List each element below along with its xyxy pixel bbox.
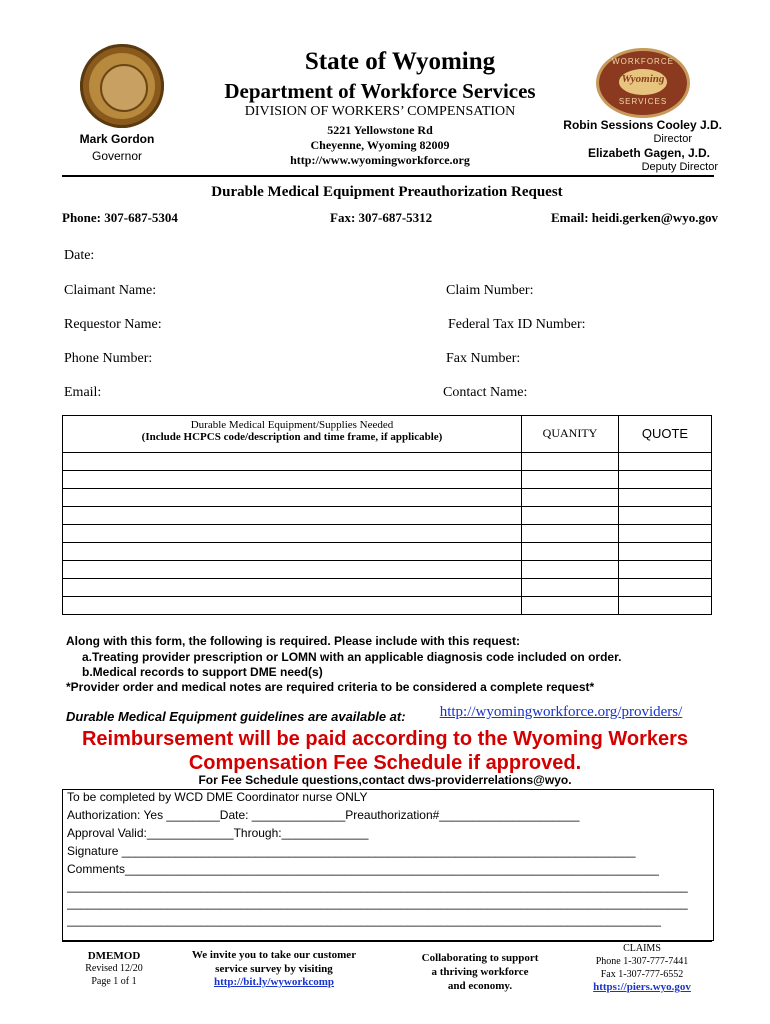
comments-line[interactable]: _________________________________________________________________________________________ — [67, 913, 661, 927]
requestor-name-field[interactable]: Requestor Name: — [64, 317, 162, 332]
description-header: Durable Medical Equipment/Supplies Needed (Include HCPCS code/description and time frame, if applicable) — [63, 416, 522, 453]
requirement-note: *Provider order and medical notes are required criteria to be considered a complete request* — [66, 680, 595, 694]
governor-title: Governor — [91, 149, 143, 163]
guidelines-label: Durable Medical Equipment guidelines are available at: — [66, 709, 406, 724]
director-name: Robin Sessions Cooley J.D. — [563, 118, 722, 132]
header-divider — [62, 175, 714, 177]
claimant-name-field[interactable]: Claimant Name: — [64, 283, 157, 298]
comments-line[interactable]: _____________________________________________________________________________________________ — [67, 879, 688, 893]
approval-valid-field[interactable]: Approval Valid:_____________Through:_____________ — [67, 826, 369, 840]
table-row[interactable] — [63, 453, 712, 471]
collab-line1: Collaborating to support — [421, 952, 539, 964]
collab-line2: a thriving workforce — [431, 966, 529, 978]
claims-title: CLAIMS — [623, 943, 661, 954]
reimbursement-line1: Reimbursement will be paid according to the Wyoming Workers — [81, 728, 689, 750]
deputy-title: Deputy Director — [641, 161, 718, 173]
table-row[interactable] — [63, 489, 712, 507]
wcd-heading: To be completed by WCD DME Coordinator nurse ONLY — [67, 790, 368, 804]
revised-date: Revised 12/20 — [85, 963, 143, 974]
fax-number-field[interactable]: Fax Number: — [446, 351, 521, 366]
authorization-field[interactable]: Authorization: Yes ________Date: ______________Preauthorization#_____________________ — [67, 808, 580, 822]
survey-link[interactable]: http://bit.ly/wyworkcomp — [213, 976, 335, 988]
deputy-name: Elizabeth Gagen, J.D. — [587, 146, 710, 160]
guidelines-link[interactable]: http://wyomingworkforce.org/providers/ — [439, 704, 683, 720]
email-field[interactable]: Email: — [64, 385, 102, 400]
comments-field[interactable]: Comments________________________________________________________________________________ — [67, 862, 659, 876]
form-title: Durable Medical Equipment Preauthorization Request — [211, 184, 563, 200]
email-contact: Email: heidi.gerken@wyo.gov — [550, 210, 718, 225]
requirement-b: b.Medical records to support DME need(s) — [82, 665, 323, 679]
survey-line1: We invite you to take our customer — [191, 949, 357, 961]
table-header-row — [63, 416, 712, 453]
dme-table — [62, 415, 712, 615]
footer-divider — [62, 941, 712, 942]
collab-line3: and economy. — [447, 980, 513, 992]
signature-field[interactable]: Signature _____________________________________________________________________________ — [67, 844, 636, 858]
workforce-services-logo: WORKFORCE Wyoming SERVICES — [596, 48, 690, 118]
department-title: Department of Workforce Services — [224, 79, 536, 103]
fax-contact: Fax: 307-687-5312 — [330, 210, 433, 225]
table-row[interactable] — [63, 507, 712, 525]
address-line2: Cheyenne, Wyoming 82009 — [310, 138, 450, 152]
table-row[interactable] — [63, 543, 712, 561]
table-row[interactable] — [63, 597, 712, 615]
governor-name: Mark Gordon — [79, 132, 155, 146]
requirements-intro: Along with this form, the following is required. Please include with this request: — [66, 634, 521, 648]
table-row[interactable] — [63, 471, 712, 489]
website-link[interactable]: http://www.wyomingworkforce.org — [290, 153, 470, 167]
table-row[interactable] — [63, 525, 712, 543]
form-code: DMEMOD — [87, 950, 141, 962]
table-row[interactable] — [63, 579, 712, 597]
claim-number-field[interactable]: Claim Number: — [446, 283, 534, 298]
claims-phone: Phone 1-307-777-7441 — [595, 956, 689, 967]
phone-contact: Phone: 307-687-5304 — [62, 210, 178, 225]
director-title: Director — [653, 133, 692, 145]
address-line1: 5221 Yellowstone Rd — [327, 123, 433, 137]
page-number: Page 1 of 1 — [91, 976, 137, 987]
contact-name-field[interactable]: Contact Name: — [443, 385, 528, 400]
state-seal — [80, 44, 164, 128]
division-title: DIVISION OF WORKERS’ COMPENSATION — [244, 104, 516, 119]
comments-line[interactable]: _____________________________________________________________________________________________ — [67, 896, 688, 910]
state-title: State of Wyoming — [304, 48, 496, 75]
reimbursement-line2: Compensation Fee Schedule if approved. — [188, 752, 582, 774]
survey-line2: service survey by visiting — [215, 963, 333, 975]
table-row[interactable] — [63, 561, 712, 579]
claims-link[interactable]: https://piers.wyo.gov — [593, 981, 691, 993]
fee-schedule-contact: For Fee Schedule questions,contact dws-providerrelations@wyo. — [198, 773, 572, 787]
quantity-header: QUANITY — [522, 416, 619, 453]
claims-fax: Fax 1-307-777-6552 — [600, 969, 684, 980]
phone-number-field[interactable]: Phone Number: — [64, 351, 153, 366]
requirement-a: a.Treating provider prescription or LOMN with an applicable diagnosis code included on order. — [82, 650, 622, 664]
federal-tax-id-field[interactable]: Federal Tax ID Number: — [448, 317, 586, 332]
quote-header: QUOTE — [619, 416, 712, 453]
date-field[interactable]: Date: — [64, 248, 95, 263]
